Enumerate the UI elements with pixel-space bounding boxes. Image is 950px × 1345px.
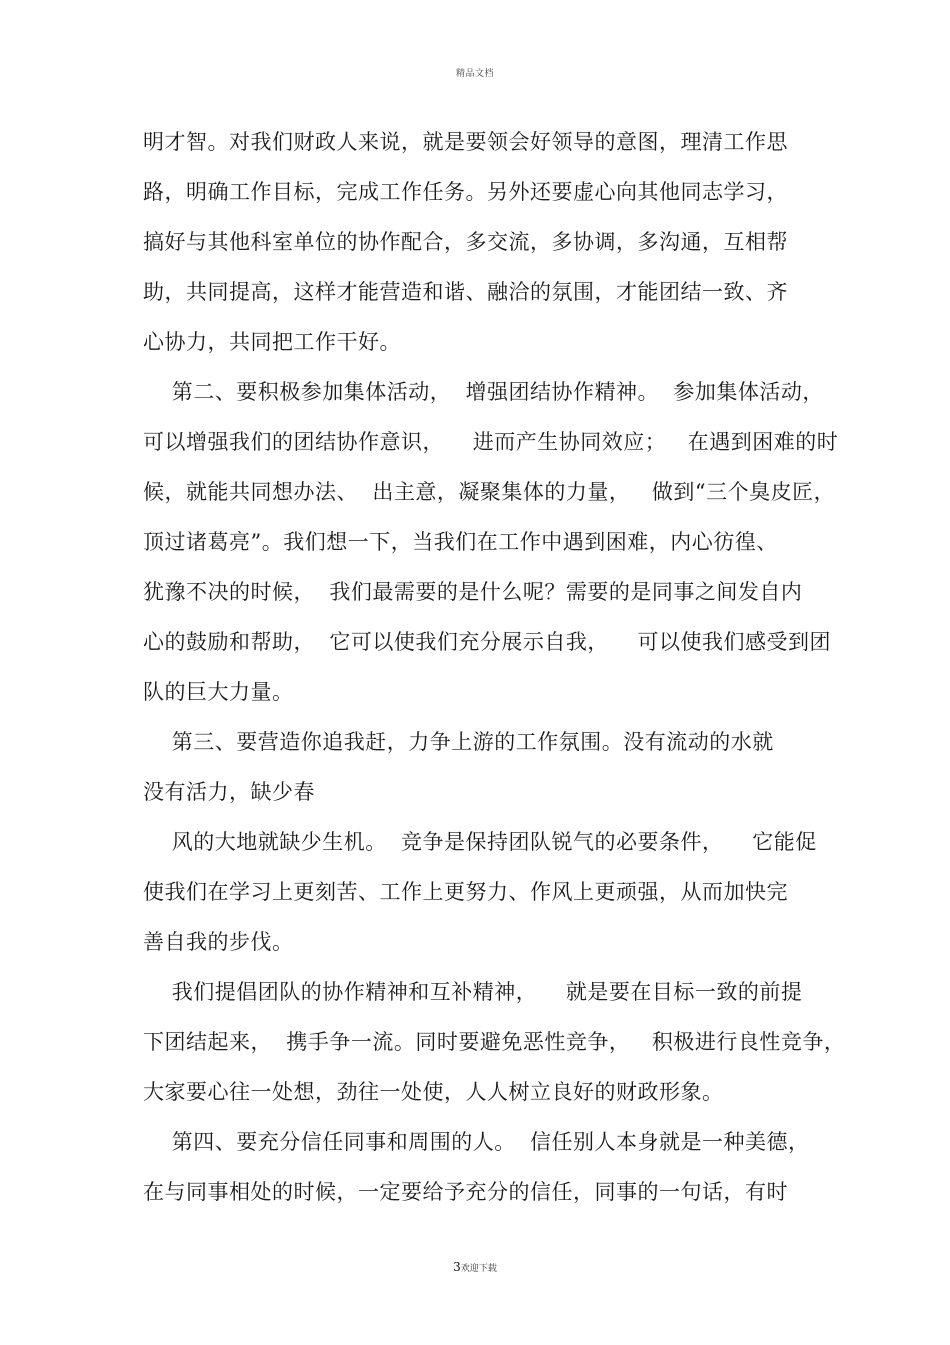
text-line: 搞好与其他科室单位的协作配合，多交流，多协调，多沟通，互相帮 [143,230,788,254]
text-line: 第三、要营造你追我赶，力争上游的工作氛围。没有流动的水就 [143,730,774,754]
text-line: 助，共同提高，这样才能营造和谐、融洽的氛围，才能团结一致、齐 [143,280,788,304]
text-line: 心协力，共同把工作干好。 [143,330,401,354]
text-line: 路，明确工作目标，完成工作任务。另外还要虚心向其他同志学习， [143,180,788,204]
text-line: 风的大地就缺少生机。 竞争是保持团队锐气的必要条件， 它能促 [143,830,817,854]
text-line: 顶过诸葛亮”。我们想一下，当我们在工作中遇到困难，内心彷徨、 [143,530,778,554]
text-line: 下团结起来， 携手争一流。同时要避免恶性竞争， 积极进行良性竞争， [143,1030,846,1054]
text-line: 明才智。对我们财政人来说，就是要领会好领导的意图，理清工作思 [143,130,788,154]
text-line: 心的鼓励和帮助， 它可以使我们充分展示自我， 可以使我们感受到团 [143,630,832,654]
text-line: 没有活力，缺少春 [143,780,315,804]
page-number: 3 [453,1260,461,1274]
text-line: 队的巨大力量。 [143,680,294,704]
text-line: 使我们在学习上更刻苦、工作上更努力、作风上更顽强，从而加快完 [143,880,788,904]
text-line: 犹豫不决的时候， 我们最需要的是什么呢？需要的是同事之间发自内 [143,580,803,604]
text-line: 第四、要充分信任同事和周围的人。 信任别人本身就是一种美德， [143,1130,810,1154]
text-line: 第二、要积极参加集体活动， 增强团结协作精神。 参加集体活动， [143,380,824,404]
text-line: 候，就能共同想办法、 出主意，凝聚集体的力量， 做到“三个臭皮匠， [143,480,836,504]
text-line: 在与同事相处的时候，一定要给予充分的信任，同事的一句话，有时 [143,1180,788,1204]
text-line: 善自我的步伐。 [143,930,294,954]
text-line: 大家要心往一处想，劲往一处使，人人树立良好的财政形象。 [143,1080,724,1104]
text-line: 我们提倡团队的协作精神和互补精神， 就是要在目标一致的前提 [143,980,803,1004]
footer-label: 欢迎下载 [460,1264,497,1274]
page-footer [0,1260,950,1274]
text-line: 可以增强我们的团结协作意识， 进而产生协同效应； 在遇到困难的时 [143,430,839,454]
page-header: 精品文档 [455,69,494,79]
document-body [143,122,846,1222]
